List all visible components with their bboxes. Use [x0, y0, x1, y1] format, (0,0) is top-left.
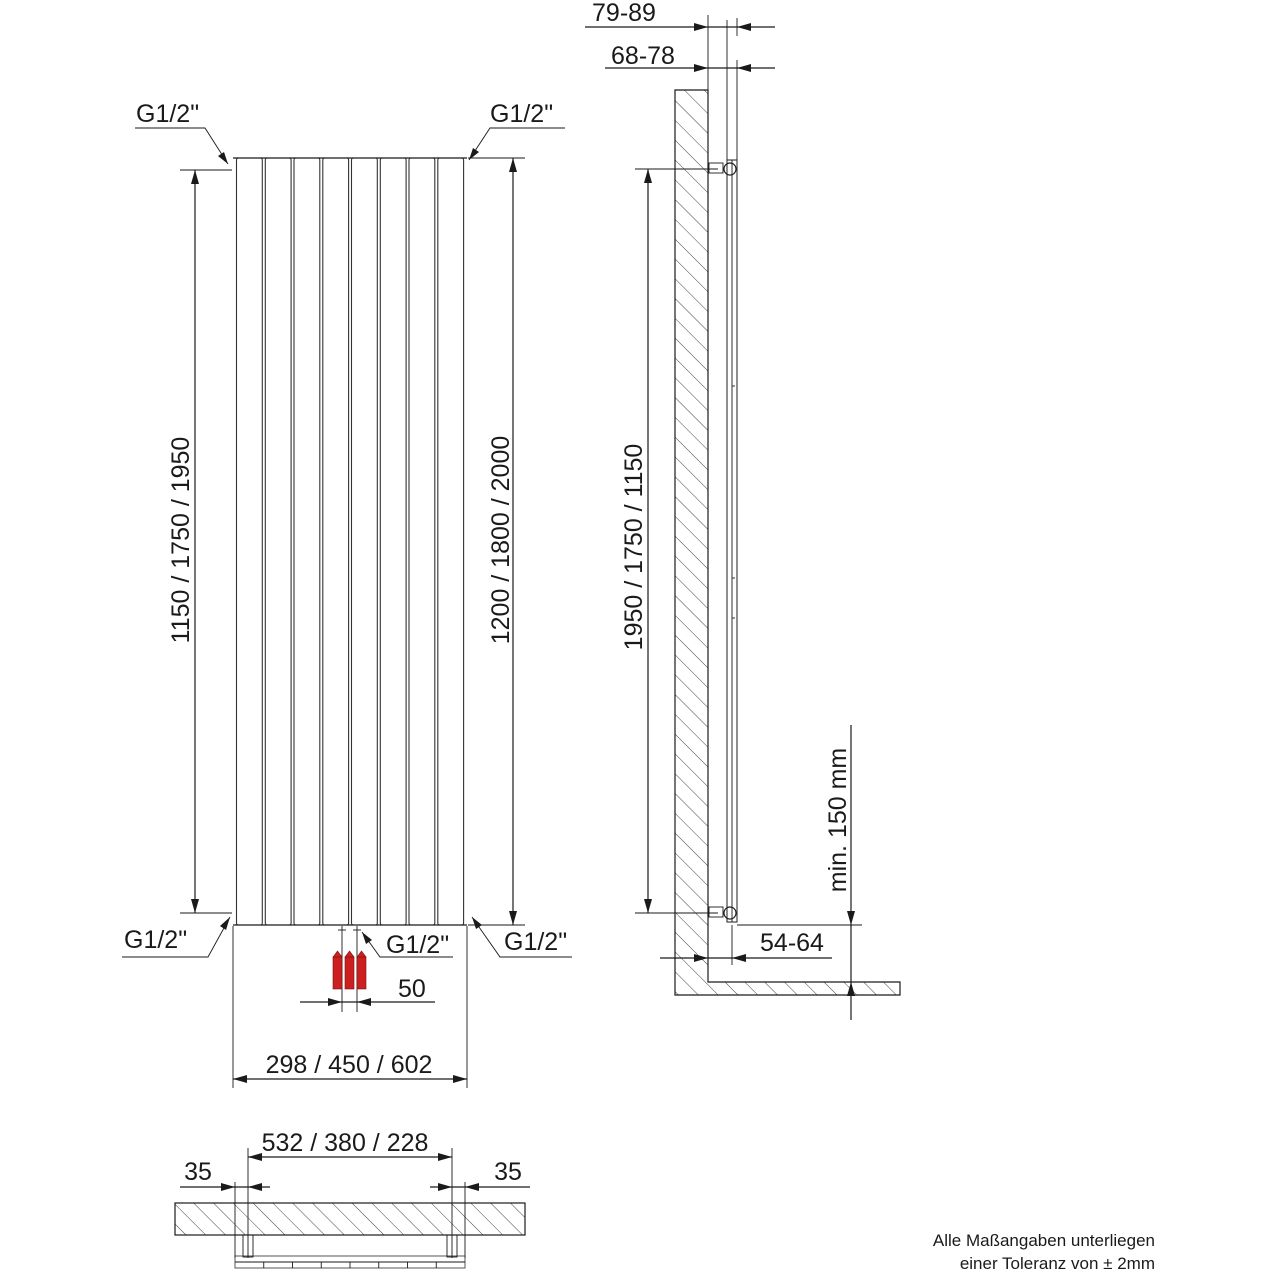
height-right-label: 1200 / 1800 / 2000: [487, 435, 515, 645]
radiator-panel: [323, 158, 349, 925]
pipe-spacing-dimension: [300, 975, 435, 1006]
radiator-panel: [352, 158, 378, 925]
connection-top-right: [469, 100, 565, 160]
depth-inner-label: 68-78: [611, 42, 675, 70]
wall-section: [675, 90, 900, 995]
margin-right-label: 35: [494, 1158, 522, 1186]
valve-icon: [333, 926, 366, 1012]
height-left-label: 1150 / 1750 / 1950: [167, 436, 195, 644]
pipe-spacing-label: 50: [398, 975, 426, 1003]
tolerance-note: [933, 1231, 1155, 1273]
connection-top-left: [135, 100, 228, 164]
connection-bottom-right-label: G1/2": [504, 928, 568, 956]
connection-top-right-label: G1/2": [490, 100, 554, 128]
radiator-panel: [438, 158, 464, 925]
depth-outer-label: 79-89: [592, 0, 656, 27]
radiator-panel: [265, 158, 291, 925]
front-view: [122, 100, 572, 1088]
height-dimension-right: [468, 158, 525, 925]
top-view: [175, 1129, 530, 1268]
bracket-spacing-dimension: [248, 1129, 452, 1161]
wall-distance-label: 54-64: [760, 929, 824, 957]
connection-bottom-mid-label: G1/2": [386, 931, 450, 959]
side-height-label: 1950 / 1750 / 1150: [620, 443, 648, 651]
wall-bracket-bottom: [709, 907, 723, 917]
radiator-panels: [237, 158, 464, 925]
radiator-panel: [294, 158, 320, 925]
tolerance-note-line1: Alle Maßangaben unterliegen: [932, 1231, 1155, 1250]
margin-left-label: 35: [184, 1158, 212, 1186]
tolerance-note-line2: einer Toleranz von ± 2mm: [959, 1254, 1155, 1273]
radiator-panel: [409, 158, 435, 925]
connection-bottom-left: [122, 917, 230, 957]
wall-bracket-top: [709, 163, 723, 173]
depth-dimension-inner: [605, 42, 775, 72]
height-dimension-left: [167, 170, 232, 913]
bracket-spacing-label: 532 / 380 / 228: [261, 1129, 429, 1157]
radiator-panel: [380, 158, 406, 925]
side-view: [585, 0, 900, 1020]
floor-clearance-dimension: [737, 725, 862, 1020]
connection-bottom-left-label: G1/2": [124, 926, 188, 954]
connection-top-left-label: G1/2": [136, 100, 200, 128]
margin-left-dimension: [180, 1158, 270, 1191]
wall-top-section: [175, 1203, 525, 1235]
width-label: 298 / 450 / 602: [265, 1051, 433, 1079]
connection-bottom-right: [472, 917, 572, 957]
radiator-panel: [237, 158, 263, 925]
connection-bottom-mid: [362, 931, 453, 959]
margin-right-dimension: [430, 1158, 530, 1191]
floor-clearance-label: min. 150 mm: [824, 747, 852, 893]
